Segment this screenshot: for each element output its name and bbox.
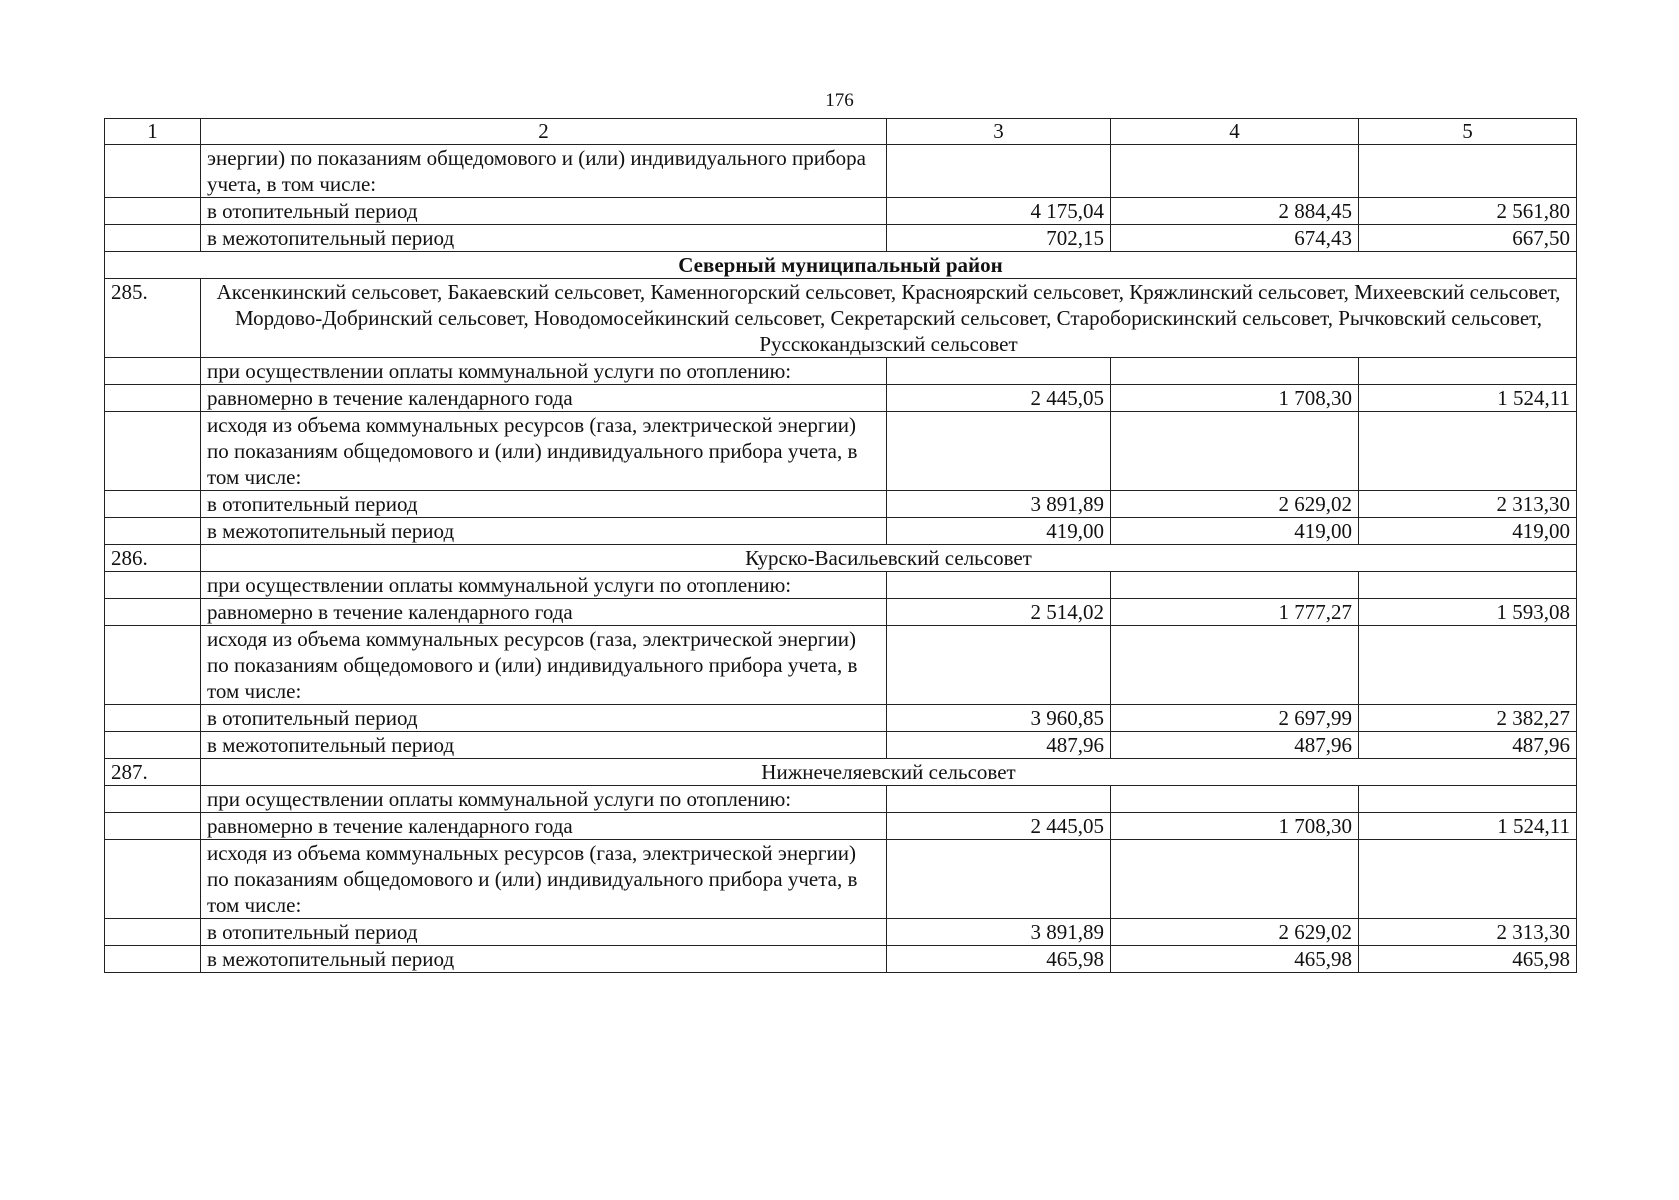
column-number-header: 3 bbox=[887, 119, 1111, 145]
page-number: 176 bbox=[825, 90, 854, 111]
tariff-value-col4 bbox=[1111, 786, 1359, 813]
row-index bbox=[105, 572, 201, 599]
table-row bbox=[105, 732, 1577, 759]
tariff-value-col4: 1 708,30 bbox=[1111, 813, 1359, 840]
row-index: 285. bbox=[105, 279, 201, 358]
tariff-value-col4: 2 629,02 bbox=[1111, 919, 1359, 946]
row-index bbox=[105, 732, 201, 759]
tariff-value-col3: 2 445,05 bbox=[887, 385, 1111, 412]
table-row bbox=[105, 572, 1577, 599]
settlement-name: Курско-Васильевский сельсовет bbox=[201, 545, 1577, 572]
row-description: в отопительный период bbox=[201, 491, 887, 518]
settlement-name: Нижнечеляевский сельсовет bbox=[201, 759, 1577, 786]
tariff-value-col3: 3 960,85 bbox=[887, 705, 1111, 732]
row-description: в отопительный период bbox=[201, 198, 887, 225]
row-index bbox=[105, 358, 201, 385]
table-row bbox=[105, 786, 1577, 813]
tariff-value-col4: 419,00 bbox=[1111, 518, 1359, 545]
tariff-value-col3 bbox=[887, 840, 1111, 919]
tariff-value-col3: 487,96 bbox=[887, 732, 1111, 759]
tariff-value-col4: 1 777,27 bbox=[1111, 599, 1359, 626]
tariff-value-col3 bbox=[887, 358, 1111, 385]
table-row bbox=[105, 358, 1577, 385]
tariff-value-col3: 702,15 bbox=[887, 225, 1111, 252]
table-row bbox=[105, 705, 1577, 732]
tariff-value-col4 bbox=[1111, 358, 1359, 385]
row-description: в отопительный период bbox=[201, 705, 887, 732]
row-description: в межотопительный период bbox=[201, 518, 887, 545]
tariff-value-col3: 4 175,04 bbox=[887, 198, 1111, 225]
column-number-header-row bbox=[105, 119, 1577, 145]
table-row bbox=[105, 385, 1577, 412]
tariff-value-col4 bbox=[1111, 840, 1359, 919]
tariff-value-col3 bbox=[887, 412, 1111, 491]
tariff-value-col5 bbox=[1359, 840, 1577, 919]
tariff-value-col5: 465,98 bbox=[1359, 946, 1577, 973]
tariff-value-col3: 2 514,02 bbox=[887, 599, 1111, 626]
row-description: энергии) по показаниям общедомового и (или) индивидуального прибора учета, в том числе: bbox=[201, 145, 887, 198]
table-row bbox=[105, 599, 1577, 626]
tariff-value-col3 bbox=[887, 626, 1111, 705]
row-index: 286. bbox=[105, 545, 201, 572]
row-index bbox=[105, 491, 201, 518]
table-row bbox=[105, 145, 1577, 198]
row-index bbox=[105, 198, 201, 225]
table-row bbox=[105, 225, 1577, 252]
tariff-value-col5: 419,00 bbox=[1359, 518, 1577, 545]
tariff-value-col3: 419,00 bbox=[887, 518, 1111, 545]
row-index bbox=[105, 919, 201, 946]
tariff-value-col3: 2 445,05 bbox=[887, 813, 1111, 840]
tariff-value-col5: 1 524,11 bbox=[1359, 385, 1577, 412]
tariff-value-col5 bbox=[1359, 786, 1577, 813]
tariff-value-col4: 2 884,45 bbox=[1111, 198, 1359, 225]
tariff-value-col5 bbox=[1359, 572, 1577, 599]
row-description: равномерно в течение календарного года bbox=[201, 599, 887, 626]
row-index bbox=[105, 705, 201, 732]
table-row bbox=[105, 919, 1577, 946]
row-index bbox=[105, 518, 201, 545]
tariff-table-body bbox=[105, 119, 1577, 973]
settlement-row bbox=[105, 279, 1577, 358]
row-description: в межотопительный период bbox=[201, 732, 887, 759]
tariff-value-col4 bbox=[1111, 145, 1359, 198]
table-row bbox=[105, 198, 1577, 225]
row-description: исходя из объема коммунальных ресурсов (газа, электрической энергии) по показаниям общедомового и (или) индивидуального прибора учета, в том числе: bbox=[201, 840, 887, 919]
row-index bbox=[105, 840, 201, 919]
tariff-value-col4: 2 629,02 bbox=[1111, 491, 1359, 518]
tariff-value-col3 bbox=[887, 786, 1111, 813]
tariff-value-col3 bbox=[887, 572, 1111, 599]
row-index bbox=[105, 385, 201, 412]
row-description: в межотопительный период bbox=[201, 225, 887, 252]
row-description: исходя из объема коммунальных ресурсов (газа, электрической энергии) по показаниям общедомового и (или) индивидуального прибора учета, в том числе: bbox=[201, 412, 887, 491]
settlement-row bbox=[105, 545, 1577, 572]
row-index bbox=[105, 225, 201, 252]
row-index bbox=[105, 946, 201, 973]
row-description: при осуществлении оплаты коммунальной услуги по отоплению: bbox=[201, 786, 887, 813]
region-heading: Северный муниципальный район bbox=[105, 252, 1577, 279]
tariff-value-col4: 1 708,30 bbox=[1111, 385, 1359, 412]
tariff-value-col4: 674,43 bbox=[1111, 225, 1359, 252]
tariff-table bbox=[104, 118, 1577, 973]
tariff-value-col5: 1 593,08 bbox=[1359, 599, 1577, 626]
column-number-header: 4 bbox=[1111, 119, 1359, 145]
settlement-name: Аксенкинский сельсовет, Бакаевский сельсовет, Каменногорский сельсовет, Красноярский сельсовет, Кряжлинский сельсовет, Михеевский сельсовет, Мордово-Добринский сельсовет, Новодомосейкинский сельсовет, Секретарский сельсовет, Староборискинский сельсовет, Рычковский сельсовет, Русскокандызский сельсовет bbox=[201, 279, 1577, 358]
tariff-value-col4: 2 697,99 bbox=[1111, 705, 1359, 732]
tariff-value-col5 bbox=[1359, 358, 1577, 385]
column-number-header: 5 bbox=[1359, 119, 1577, 145]
column-number-header: 1 bbox=[105, 119, 201, 145]
row-index bbox=[105, 626, 201, 705]
row-index bbox=[105, 412, 201, 491]
column-number-header: 2 bbox=[201, 119, 887, 145]
tariff-value-col5: 487,96 bbox=[1359, 732, 1577, 759]
tariff-value-col4 bbox=[1111, 572, 1359, 599]
row-description: при осуществлении оплаты коммунальной услуги по отоплению: bbox=[201, 572, 887, 599]
tariff-value-col5 bbox=[1359, 412, 1577, 491]
row-description: при осуществлении оплаты коммунальной услуги по отоплению: bbox=[201, 358, 887, 385]
tariff-value-col5: 1 524,11 bbox=[1359, 813, 1577, 840]
tariff-value-col5: 2 561,80 bbox=[1359, 198, 1577, 225]
table-row bbox=[105, 840, 1577, 919]
tariff-value-col3: 3 891,89 bbox=[887, 491, 1111, 518]
tariff-value-col3: 3 891,89 bbox=[887, 919, 1111, 946]
row-description: в отопительный период bbox=[201, 919, 887, 946]
table-row bbox=[105, 518, 1577, 545]
table-row bbox=[105, 491, 1577, 518]
tariff-value-col4 bbox=[1111, 626, 1359, 705]
tariff-value-col5: 2 313,30 bbox=[1359, 919, 1577, 946]
row-index: 287. bbox=[105, 759, 201, 786]
row-description: исходя из объема коммунальных ресурсов (газа, электрической энергии) по показаниям общедомового и (или) индивидуального прибора учета, в том числе: bbox=[201, 626, 887, 705]
tariff-value-col5 bbox=[1359, 626, 1577, 705]
table-row bbox=[105, 626, 1577, 705]
tariff-value-col3: 465,98 bbox=[887, 946, 1111, 973]
row-description: равномерно в течение календарного года bbox=[201, 385, 887, 412]
tariff-value-col5 bbox=[1359, 145, 1577, 198]
region-heading-row bbox=[105, 252, 1577, 279]
tariff-value-col4 bbox=[1111, 412, 1359, 491]
tariff-value-col4: 487,96 bbox=[1111, 732, 1359, 759]
tariff-value-col5: 2 382,27 bbox=[1359, 705, 1577, 732]
tariff-value-col5: 667,50 bbox=[1359, 225, 1577, 252]
row-index bbox=[105, 813, 201, 840]
tariff-value-col5: 2 313,30 bbox=[1359, 491, 1577, 518]
settlement-row bbox=[105, 759, 1577, 786]
table-row bbox=[105, 813, 1577, 840]
row-description: равномерно в течение календарного года bbox=[201, 813, 887, 840]
row-index bbox=[105, 786, 201, 813]
table-row bbox=[105, 946, 1577, 973]
row-index bbox=[105, 599, 201, 626]
row-description: в межотопительный период bbox=[201, 946, 887, 973]
table-row bbox=[105, 412, 1577, 491]
tariff-value-col3 bbox=[887, 145, 1111, 198]
tariff-value-col4: 465,98 bbox=[1111, 946, 1359, 973]
row-index bbox=[105, 145, 201, 198]
